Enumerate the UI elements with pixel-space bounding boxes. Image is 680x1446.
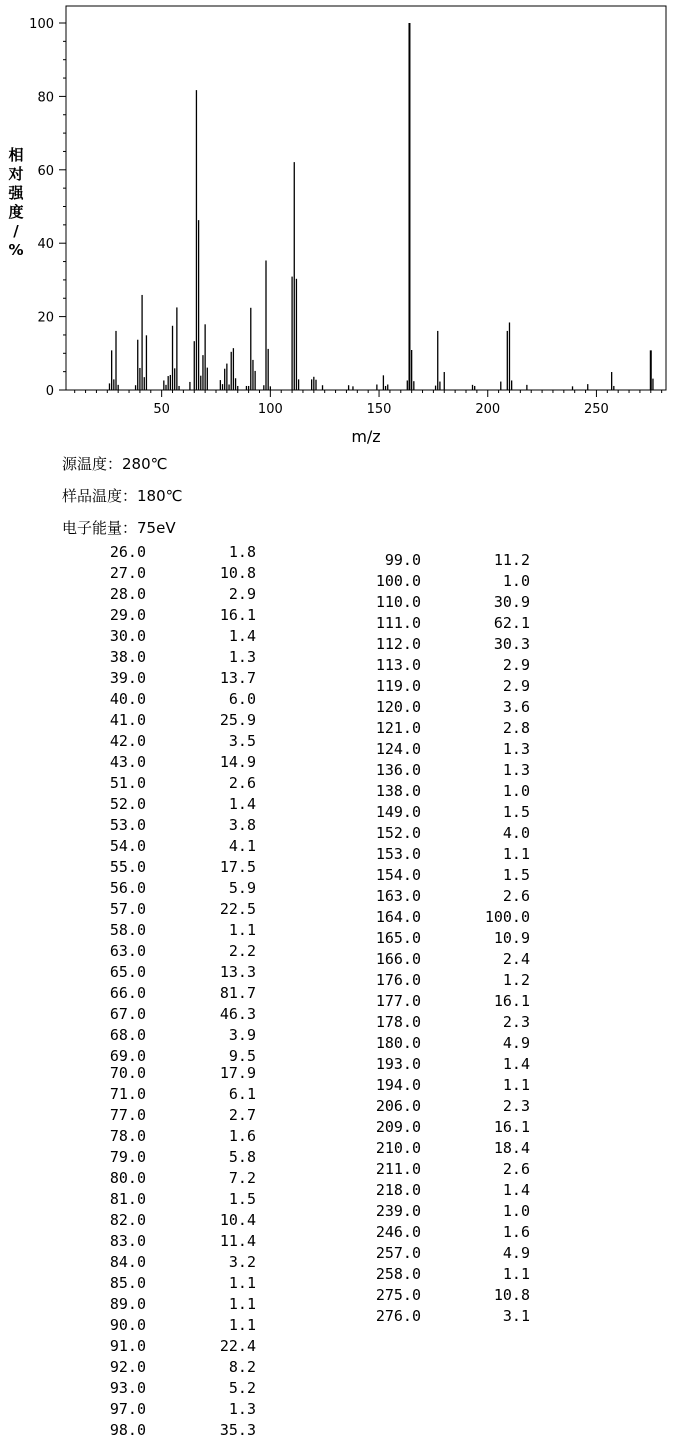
peak-mz: 136.0 xyxy=(375,761,421,779)
peak-mz: 206.0 xyxy=(375,1097,421,1115)
peak-intensity: 3.2 xyxy=(228,1253,256,1271)
peak-intensity: 3.6 xyxy=(502,698,530,716)
peak-intensity: 6.1 xyxy=(228,1085,256,1103)
peak-intensity: 1.0 xyxy=(502,1202,530,1220)
peak-mz: 93.0 xyxy=(109,1379,146,1397)
y-tick-label: 60 xyxy=(37,163,54,179)
peak-mz: 210.0 xyxy=(375,1139,421,1157)
peak-intensity: 2.7 xyxy=(228,1106,256,1124)
axis-ticks xyxy=(29,17,661,417)
peak-intensity: 2.9 xyxy=(502,656,530,674)
peak-mz: 66.0 xyxy=(109,984,146,1002)
peak-intensity: 1.5 xyxy=(502,866,530,884)
peak-intensity: 2.3 xyxy=(502,1097,530,1115)
peak-mz: 176.0 xyxy=(375,971,421,989)
peak-mz: 178.0 xyxy=(375,1013,421,1031)
peak-intensity: 16.1 xyxy=(219,606,256,624)
peak-intensity: 1.4 xyxy=(502,1055,530,1073)
peak-intensity: 1.6 xyxy=(502,1223,530,1241)
peak-intensity: 2.6 xyxy=(228,774,256,792)
peak-intensity: 1.1 xyxy=(502,1076,530,1094)
peak-mz: 218.0 xyxy=(375,1181,421,1199)
peak-intensity: 6.0 xyxy=(228,690,256,708)
peak-intensity: 9.5 xyxy=(228,1047,256,1065)
peak-mz: 27.0 xyxy=(109,564,146,582)
peak-mz: 57.0 xyxy=(109,900,146,918)
peak-intensity: 7.2 xyxy=(228,1169,256,1187)
peak-intensity: 5.2 xyxy=(228,1379,256,1397)
peak-intensity: 3.9 xyxy=(228,1026,256,1044)
peak-intensity: 22.4 xyxy=(219,1337,256,1355)
plot-frame xyxy=(66,6,666,390)
plot-axes xyxy=(66,6,666,390)
peak-intensity: 10.8 xyxy=(493,1286,530,1304)
peak-mz: 29.0 xyxy=(109,606,146,624)
peak-mz: 63.0 xyxy=(109,942,146,960)
peak-intensity: 1.4 xyxy=(502,1181,530,1199)
peak-intensity: 1.0 xyxy=(502,782,530,800)
x-tick-label: 100 xyxy=(257,402,283,417)
peak-mz: 194.0 xyxy=(375,1076,421,1094)
y-tick-label: 80 xyxy=(37,90,54,106)
peak-mz: 79.0 xyxy=(109,1148,146,1166)
peak-mz: 153.0 xyxy=(375,845,421,863)
peak-intensity: 2.9 xyxy=(502,677,530,695)
peak-intensity: 13.3 xyxy=(219,963,256,981)
peak-intensity: 5.9 xyxy=(228,879,256,897)
peak-mz: 110.0 xyxy=(375,593,421,611)
peak-mz: 120.0 xyxy=(375,698,421,716)
peak-intensity: 17.5 xyxy=(219,858,256,876)
peak-intensity: 1.4 xyxy=(228,795,256,813)
peak-mz: 112.0 xyxy=(375,635,421,653)
peak-intensity: 14.9 xyxy=(219,753,256,771)
peak-intensity: 30.3 xyxy=(493,635,530,653)
peak-mz: 209.0 xyxy=(375,1118,421,1136)
peak-mz: 38.0 xyxy=(109,648,146,666)
peak-mz: 258.0 xyxy=(375,1265,421,1283)
peak-mz: 138.0 xyxy=(375,782,421,800)
peak-intensity: 2.6 xyxy=(502,887,530,905)
peak-intensity: 1.1 xyxy=(228,1295,256,1313)
peak-intensity: 100.0 xyxy=(484,908,530,926)
peak-intensity: 30.9 xyxy=(493,593,530,611)
x-tick-label: 50 xyxy=(153,402,170,417)
peak-mz: 81.0 xyxy=(109,1190,146,1208)
y-tick-label: 20 xyxy=(37,310,54,326)
peak-intensity: 4.1 xyxy=(228,837,256,855)
peak-intensity: 4.0 xyxy=(502,824,530,842)
peak-mz: 55.0 xyxy=(109,858,146,876)
peak-intensity: 11.4 xyxy=(219,1232,256,1250)
peak-mz: 92.0 xyxy=(109,1358,146,1376)
peak-mz: 119.0 xyxy=(375,677,421,695)
peak-mz: 90.0 xyxy=(109,1316,146,1334)
peak-intensity: 1.3 xyxy=(228,648,256,666)
peak-mz: 98.0 xyxy=(109,1421,146,1439)
peak-intensity: 1.5 xyxy=(502,803,530,821)
peak-mz: 41.0 xyxy=(109,711,146,729)
peak-intensity: 81.7 xyxy=(219,984,256,1002)
peak-mz: 180.0 xyxy=(375,1034,421,1052)
source-temperature: 源温度：280℃ xyxy=(62,455,168,473)
peak-intensity: 2.2 xyxy=(228,942,256,960)
peak-mz: 211.0 xyxy=(375,1160,421,1178)
peak-intensity: 1.0 xyxy=(502,572,530,590)
spectrum-bars xyxy=(109,23,652,390)
peak-mz: 113.0 xyxy=(375,656,421,674)
peak-mz: 164.0 xyxy=(375,908,421,926)
peak-mz: 30.0 xyxy=(109,627,146,645)
mass-spectrum-chart xyxy=(0,0,680,450)
peak-mz: 67.0 xyxy=(109,1005,146,1023)
peak-intensity: 1.1 xyxy=(228,921,256,939)
peak-intensity: 1.3 xyxy=(502,740,530,758)
peak-intensity: 5.8 xyxy=(228,1148,256,1166)
peak-intensity: 22.5 xyxy=(219,900,256,918)
peak-intensity: 10.8 xyxy=(219,564,256,582)
peak-mz: 165.0 xyxy=(375,929,421,947)
peak-mz: 56.0 xyxy=(109,879,146,897)
peak-intensity: 10.4 xyxy=(219,1211,256,1229)
sample-temperature: 样品温度：180℃ xyxy=(62,487,183,505)
peak-intensity: 11.2 xyxy=(493,551,530,569)
x-tick-label: 250 xyxy=(584,402,609,417)
peak-mz: 177.0 xyxy=(375,992,421,1010)
y-axis-label: 相对强度/ % xyxy=(8,146,24,259)
peak-intensity: 2.4 xyxy=(502,950,530,968)
peak-mz: 42.0 xyxy=(109,732,146,750)
peak-mz: 51.0 xyxy=(109,774,146,792)
peak-mz: 26.0 xyxy=(109,543,146,561)
peak-intensity: 13.7 xyxy=(219,669,256,687)
peak-intensity: 1.4 xyxy=(228,627,256,645)
y-tick-label: 0 xyxy=(45,384,54,399)
peak-mz: 40.0 xyxy=(109,690,146,708)
peak-intensity: 1.2 xyxy=(502,971,530,989)
peak-mz: 276.0 xyxy=(375,1307,421,1325)
peak-mz: 83.0 xyxy=(109,1232,146,1250)
peak-intensity: 35.3 xyxy=(219,1421,256,1439)
peak-mz: 82.0 xyxy=(109,1211,146,1229)
peak-intensity: 1.3 xyxy=(228,1400,256,1418)
peak-intensity: 46.3 xyxy=(219,1005,256,1023)
peak-mz: 53.0 xyxy=(109,816,146,834)
peak-mz: 99.0 xyxy=(384,551,421,569)
peak-mz: 163.0 xyxy=(375,887,421,905)
peak-mz: 58.0 xyxy=(109,921,146,939)
peak-intensity: 2.6 xyxy=(502,1160,530,1178)
peak-intensity: 1.1 xyxy=(228,1274,256,1292)
peak-mz: 246.0 xyxy=(375,1223,421,1241)
peak-mz: 68.0 xyxy=(109,1026,146,1044)
peak-mz: 100.0 xyxy=(375,572,421,590)
electron-energy: 电子能量：75eV xyxy=(62,519,176,537)
peak-intensity: 2.9 xyxy=(228,585,256,603)
peak-mz: 70.0 xyxy=(109,1064,146,1082)
peak-intensity: 3.1 xyxy=(502,1307,530,1325)
peak-intensity: 16.1 xyxy=(493,992,530,1010)
peak-mz: 149.0 xyxy=(375,803,421,821)
peak-intensity: 1.6 xyxy=(228,1127,256,1145)
peak-intensity: 62.1 xyxy=(493,614,530,632)
peak-mz: 54.0 xyxy=(109,837,146,855)
peak-intensity: 1.8 xyxy=(228,543,256,561)
peak-intensity: 1.1 xyxy=(502,845,530,863)
peak-intensity: 2.8 xyxy=(502,719,530,737)
peak-intensity: 1.1 xyxy=(228,1316,256,1334)
peak-mz: 43.0 xyxy=(109,753,146,771)
peak-mz: 275.0 xyxy=(375,1286,421,1304)
peak-mz: 239.0 xyxy=(375,1202,421,1220)
peak-mz: 91.0 xyxy=(109,1337,146,1355)
peak-intensity: 25.9 xyxy=(219,711,256,729)
peak-intensity: 4.9 xyxy=(502,1244,530,1262)
y-tick-label: 100 xyxy=(29,17,54,32)
peak-mz: 193.0 xyxy=(375,1055,421,1073)
peak-mz: 121.0 xyxy=(375,719,421,737)
peak-intensity: 3.5 xyxy=(228,732,256,750)
peak-intensity: 8.2 xyxy=(228,1358,256,1376)
peak-mz: 97.0 xyxy=(109,1400,146,1418)
peak-mz: 39.0 xyxy=(109,669,146,687)
y-tick-label: 40 xyxy=(37,237,54,253)
peak-mz: 78.0 xyxy=(109,1127,146,1145)
peak-mz: 111.0 xyxy=(375,614,421,632)
x-tick-label: 150 xyxy=(366,402,392,417)
peak-mz: 69.0 xyxy=(109,1047,146,1065)
x-tick-label: 200 xyxy=(475,402,501,417)
peak-mz: 77.0 xyxy=(109,1106,146,1124)
peak-intensity: 3.8 xyxy=(228,816,256,834)
peak-intensity: 18.4 xyxy=(493,1139,530,1157)
peak-intensity: 1.3 xyxy=(502,761,530,779)
peak-mz: 52.0 xyxy=(109,795,146,813)
peak-intensity: 17.9 xyxy=(219,1064,256,1082)
peak-mz: 166.0 xyxy=(375,950,421,968)
peak-mz: 152.0 xyxy=(375,824,421,842)
peak-mz: 28.0 xyxy=(109,585,146,603)
peak-mz: 154.0 xyxy=(375,866,421,884)
peak-mz: 65.0 xyxy=(109,963,146,981)
peak-mz: 80.0 xyxy=(109,1169,146,1187)
peak-mz: 71.0 xyxy=(109,1085,146,1103)
peak-mz: 257.0 xyxy=(375,1244,421,1262)
peak-mz: 84.0 xyxy=(109,1253,146,1271)
peak-intensity: 16.1 xyxy=(493,1118,530,1136)
x-axis-label: m/z xyxy=(351,427,381,446)
peak-mz: 89.0 xyxy=(109,1295,146,1313)
peak-intensity: 1.1 xyxy=(502,1265,530,1283)
peak-intensity: 10.9 xyxy=(493,929,530,947)
peak-mz: 85.0 xyxy=(109,1274,146,1292)
peak-mz: 124.0 xyxy=(375,740,421,758)
peak-intensity: 2.3 xyxy=(502,1013,530,1031)
peak-intensity: 1.5 xyxy=(228,1190,256,1208)
peak-intensity: 4.9 xyxy=(502,1034,530,1052)
